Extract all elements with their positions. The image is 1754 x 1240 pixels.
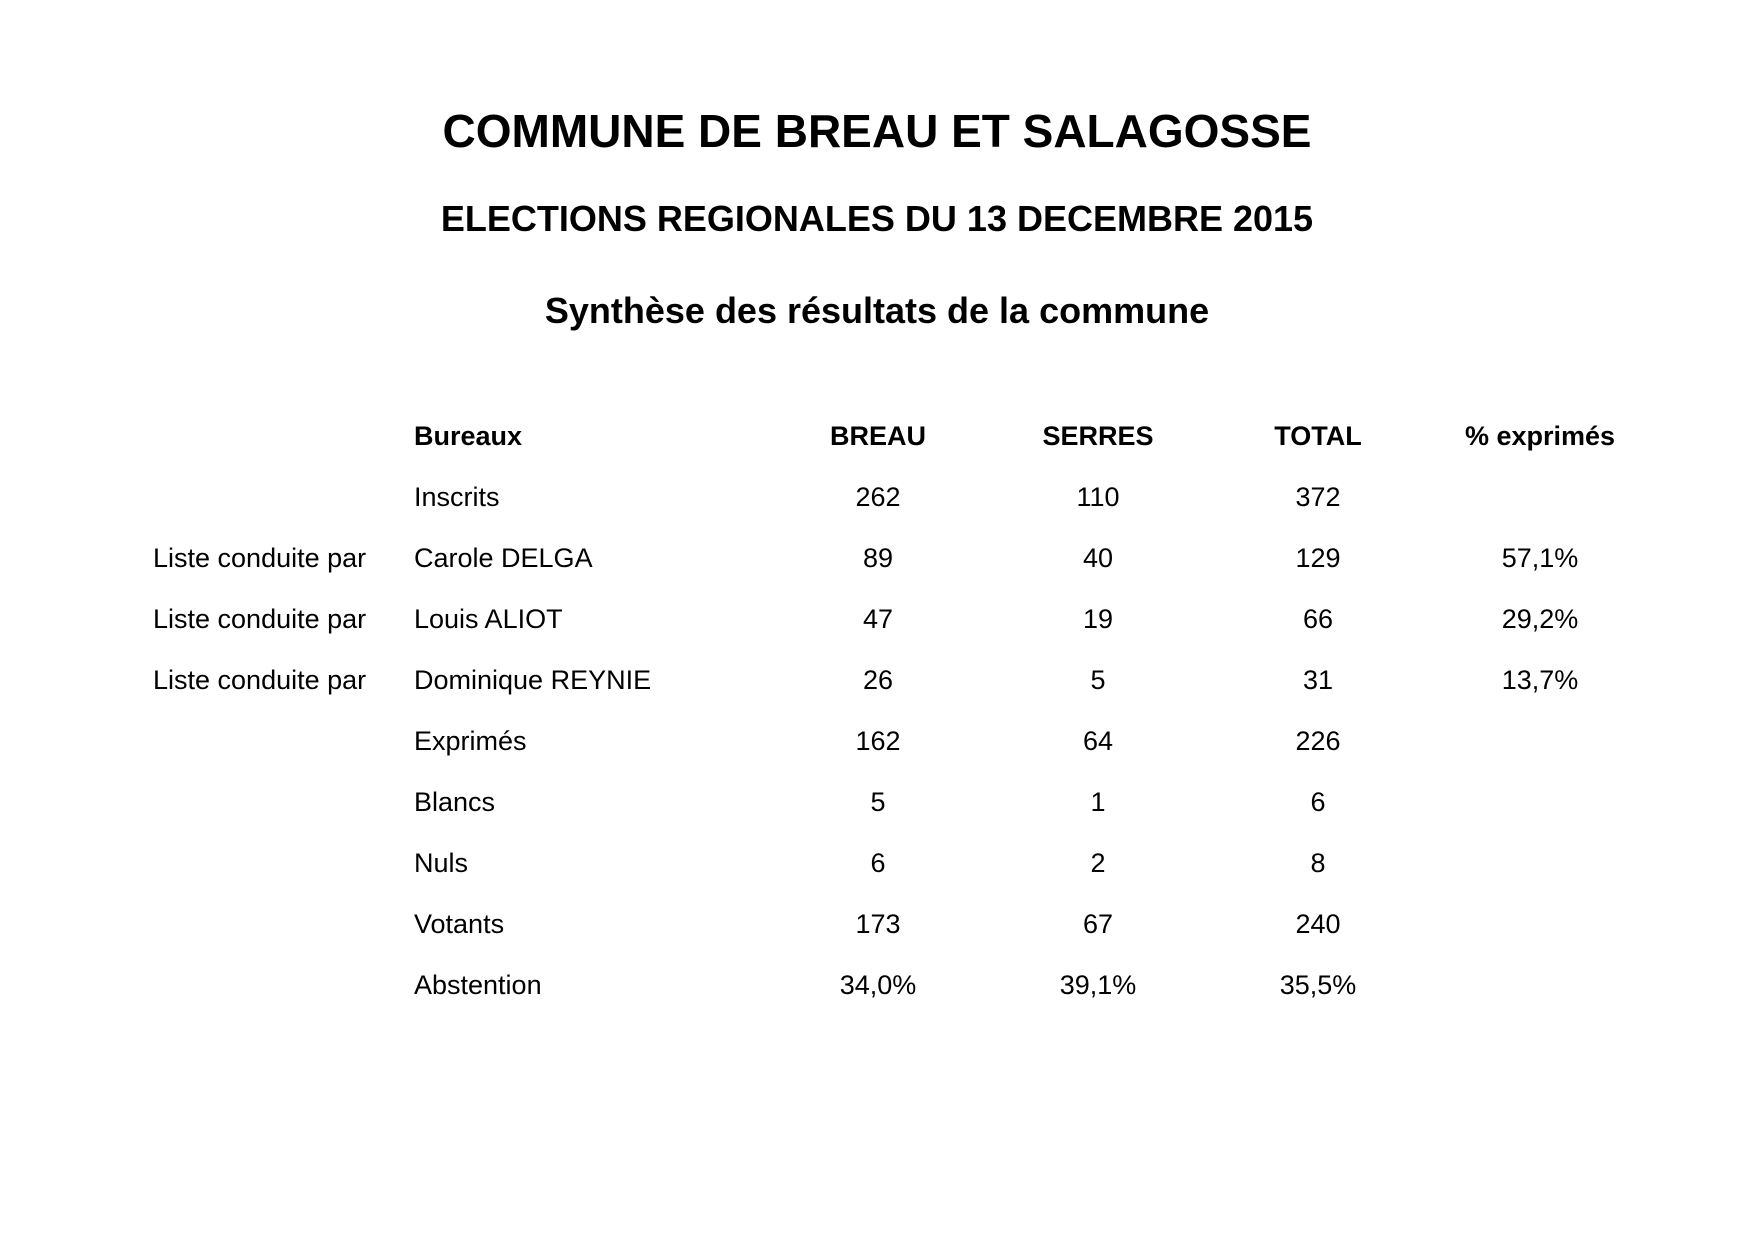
row-pct-value: 57,1% <box>1501 543 1579 573</box>
table-row <box>140 589 1652 650</box>
row-serres-value: 19 <box>1082 604 1114 634</box>
row-prefix <box>140 772 414 833</box>
table-header-row <box>140 406 1652 467</box>
row-total-value: 8 <box>1310 848 1326 878</box>
row-label: Blancs <box>414 787 496 817</box>
row-total-value: 240 <box>1295 909 1341 939</box>
row-pct-value <box>1428 772 1652 833</box>
row-total-value: 6 <box>1310 787 1326 817</box>
row-prefix: Liste conduite par <box>153 604 367 634</box>
row-serres-value: 110 <box>1076 482 1120 512</box>
row-breau-value: 6 <box>870 848 886 878</box>
document-title: COMMUNE DE BREAU ET SALAGOSSE <box>442 105 1312 157</box>
row-breau-value: 5 <box>870 787 886 817</box>
row-label: Exprimés <box>414 726 527 756</box>
row-label: Abstention <box>414 970 542 1000</box>
row-breau-value: 89 <box>862 543 894 573</box>
table-row <box>140 772 1652 833</box>
row-total-value: 66 <box>1302 604 1334 634</box>
header-breau: BREAU <box>829 421 926 451</box>
row-pct-value <box>1428 833 1652 894</box>
row-breau-value: 34,0% <box>839 970 917 1000</box>
row-prefix <box>140 833 414 894</box>
row-prefix <box>140 955 414 1016</box>
header-serres: SERRES <box>1042 421 1154 451</box>
table-row <box>140 833 1652 894</box>
row-pct-value: 13,7% <box>1501 665 1579 695</box>
row-pct-value <box>1428 711 1652 772</box>
row-breau-value: 47 <box>862 604 894 634</box>
header-bureaux: Bureaux <box>414 421 523 451</box>
row-label: Dominique REYNIE <box>414 665 652 695</box>
row-serres-value: 64 <box>1082 726 1114 756</box>
table-row <box>140 650 1652 711</box>
row-pct-value <box>1428 955 1652 1016</box>
row-serres-value: 5 <box>1090 665 1106 695</box>
row-pct-value <box>1428 894 1652 955</box>
table-row <box>140 528 1652 589</box>
row-serres-value: 40 <box>1082 543 1114 573</box>
table-row <box>140 955 1652 1016</box>
row-total-value: 35,5% <box>1279 970 1357 1000</box>
row-label: Nuls <box>414 848 469 878</box>
section-heading: Synthèse des résultats de la commune <box>544 290 1210 331</box>
header-total: TOTAL <box>1274 421 1362 451</box>
row-pct-value <box>1428 467 1652 528</box>
row-label: Louis ALIOT <box>414 604 563 634</box>
row-serres-value: 2 <box>1090 848 1106 878</box>
header-pct-exprimes: % exprimés <box>1464 421 1616 451</box>
row-total-value: 31 <box>1302 665 1334 695</box>
row-total-value: 226 <box>1295 726 1341 756</box>
row-pct-value: 29,2% <box>1501 604 1579 634</box>
row-label: Votants <box>414 909 505 939</box>
table-row <box>140 711 1652 772</box>
row-total-value: 129 <box>1295 543 1341 573</box>
table-row <box>140 467 1652 528</box>
row-prefix: Liste conduite par <box>153 543 367 573</box>
header-prefix-cell <box>140 406 414 467</box>
table-row <box>140 894 1652 955</box>
row-label: Carole DELGA <box>414 543 593 573</box>
row-breau-value: 26 <box>862 665 894 695</box>
row-breau-value: 173 <box>855 909 901 939</box>
row-prefix <box>140 711 414 772</box>
row-prefix <box>140 894 414 955</box>
row-breau-value: 262 <box>855 482 901 512</box>
row-serres-value: 39,1% <box>1059 970 1137 1000</box>
row-total-value: 372 <box>1295 482 1341 512</box>
document-subtitle: ELECTIONS REGIONALES DU 13 DECEMBRE 2015 <box>440 198 1314 239</box>
row-breau-value: 162 <box>855 726 901 756</box>
row-serres-value: 67 <box>1082 909 1114 939</box>
row-prefix <box>140 467 414 528</box>
results-table <box>140 406 1652 1016</box>
row-prefix: Liste conduite par <box>153 665 367 695</box>
row-serres-value: 1 <box>1090 787 1106 817</box>
row-label: Inscrits <box>414 482 500 512</box>
